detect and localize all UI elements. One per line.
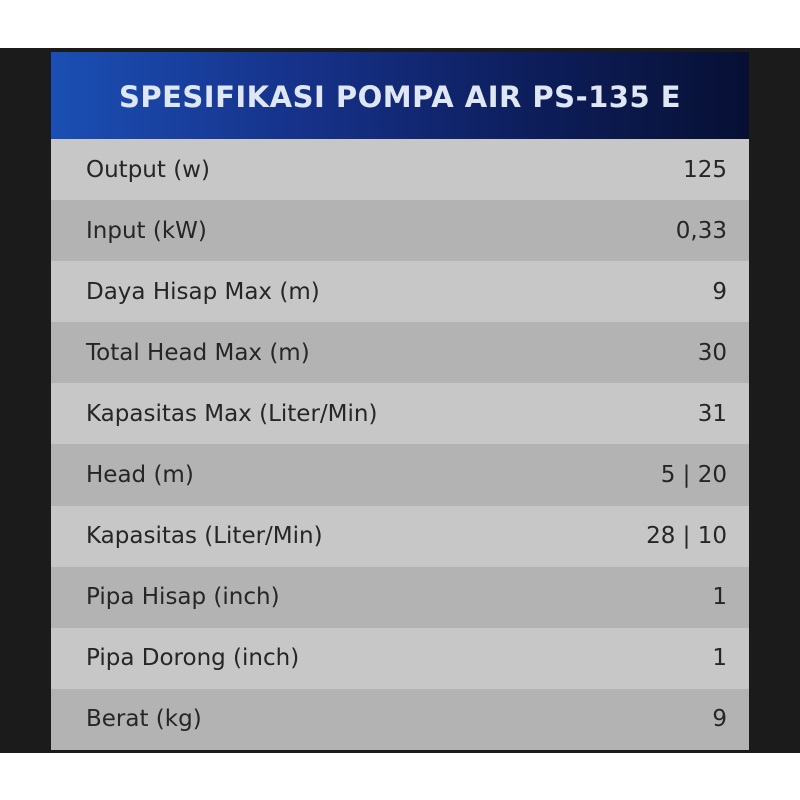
spec-row	[51, 689, 749, 750]
spec-label: Head (m)	[86, 462, 194, 489]
spec-value: 0,33	[675, 217, 727, 244]
spec-value: 30	[697, 339, 727, 366]
spec-row	[51, 261, 749, 322]
spec-label: Total Head Max (m)	[86, 339, 310, 366]
spec-value: 1	[712, 584, 727, 611]
spec-row	[51, 567, 749, 628]
spec-value: 28 | 10	[646, 523, 727, 550]
spec-row	[51, 444, 749, 505]
spec-label: Pipa Dorong (inch)	[86, 645, 300, 672]
spec-label: Output (w)	[86, 156, 210, 183]
spec-value: 1	[712, 645, 727, 672]
spec-row	[51, 506, 749, 567]
spec-label: Berat (kg)	[86, 706, 202, 733]
spec-value: 31	[697, 400, 727, 427]
spec-label: Input (kW)	[86, 217, 207, 244]
spec-table	[51, 52, 749, 750]
spec-row	[51, 383, 749, 444]
spec-label: Daya Hisap Max (m)	[86, 278, 320, 305]
spec-row	[51, 139, 749, 200]
spec-row	[51, 322, 749, 383]
spec-row	[51, 200, 749, 261]
spec-label: Pipa Hisap (inch)	[86, 584, 280, 611]
spec-value: 5 | 20	[660, 462, 727, 489]
spec-value: 9	[712, 706, 727, 733]
spec-label: Kapasitas (Liter/Min)	[86, 523, 323, 550]
spec-row	[51, 628, 749, 689]
spec-value: 9	[712, 278, 727, 305]
spec-label: Kapasitas Max (Liter/Min)	[86, 400, 378, 427]
spec-value: 125	[683, 156, 727, 183]
spec-title: SPESIFIKASI POMPA AIR PS-135 E	[51, 52, 749, 139]
